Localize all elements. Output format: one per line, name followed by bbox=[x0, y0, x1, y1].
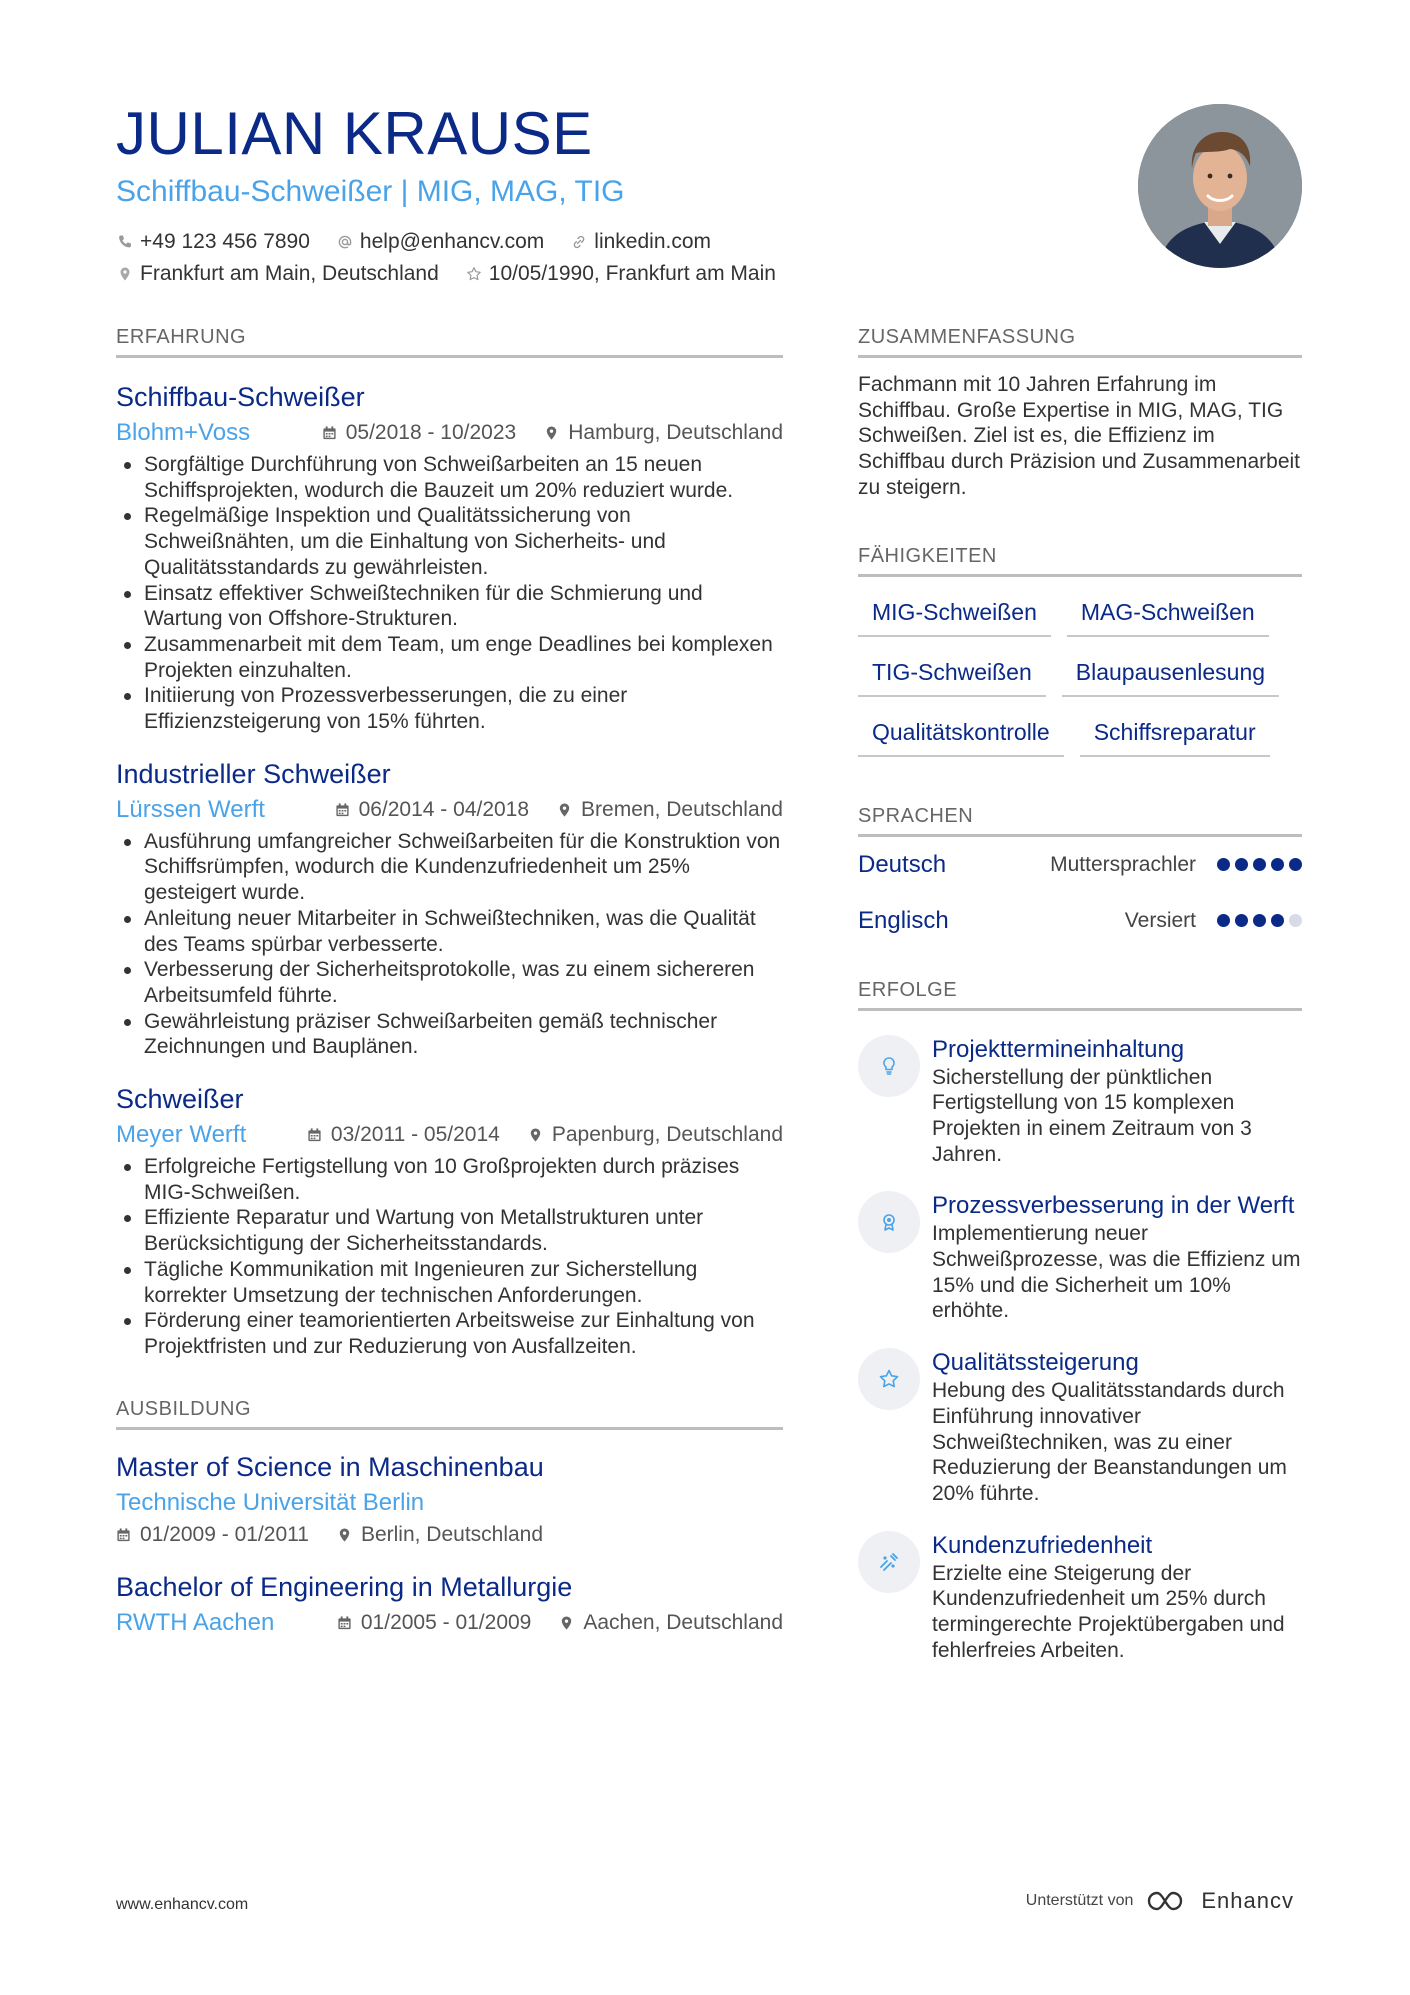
skills-section bbox=[858, 545, 1302, 771]
language-name: Deutsch bbox=[858, 850, 947, 878]
rating-dot-filled bbox=[1253, 858, 1266, 871]
job-location: Bremen, Deutschland bbox=[581, 797, 783, 821]
achievement-desc: Implementierung neuer Schweißprozesse, was die Effizienz um 15% und die Sicherheit um 10% erhöhte. bbox=[932, 1222, 1301, 1323]
education-section bbox=[116, 1398, 783, 1640]
candidate-name: JULIAN KRAUSE bbox=[116, 100, 593, 167]
job-bullets bbox=[116, 452, 783, 735]
summary-text: Fachmann mit 10 Jahren Erfahrung im Schiffbau. Große Expertise in MIG, MAG, TIG Schweißen. Ziel ist es, die Effizienz im Schiffbau durch Präzision und Zusammenarbeit zu steigern. bbox=[858, 373, 1301, 499]
header bbox=[116, 96, 1076, 290]
bullet-item: Initiierung von Prozessverbesserungen, die zu einer Effizienzsteigerung von 15% führten. bbox=[116, 683, 783, 734]
school-name: RWTH Aachen bbox=[116, 1608, 275, 1636]
contact-info bbox=[116, 226, 1076, 290]
skill-tag: MAG-Schweißen bbox=[1067, 591, 1269, 637]
powered-by-text: Unterstützt von bbox=[1025, 1892, 1134, 1909]
bullet-item: Förderung einer teamorientierten Arbeitsweise zur Einhaltung von Projektfristen und zur Reduzierung von Ausfallzeiten. bbox=[116, 1308, 783, 1359]
education-entry bbox=[116, 1570, 783, 1640]
bullet-item: Ausführung umfangreicher Schweißarbeiten für die Konstruktion von Schiffsrümpfen, wodurch die Kundenzufriedenheit um 25% gesteigert wurde. bbox=[116, 829, 783, 906]
job-dates: 03/2011 - 05/2014 bbox=[330, 1123, 500, 1147]
job-dates: 06/2014 - 04/2018 bbox=[358, 797, 530, 821]
language-rating bbox=[1212, 858, 1302, 871]
company-name: Blohm+Voss bbox=[116, 419, 251, 446]
location-pin-icon bbox=[337, 1526, 353, 1544]
achievement-item bbox=[858, 1348, 1302, 1507]
skill-tag: Schiffsreparatur bbox=[1080, 711, 1270, 757]
at-icon bbox=[336, 233, 354, 251]
education-entry bbox=[116, 1450, 783, 1550]
footer-website[interactable]: www.enhancv.com bbox=[116, 1896, 249, 1913]
calendar-icon bbox=[335, 801, 351, 819]
achievement-desc: Sicherstellung der pünktlichen Fertigstellung von 15 komplexen Projekten in einem Zeitraum von 3 Jahren. bbox=[932, 1065, 1252, 1166]
rating-dot-filled bbox=[1289, 858, 1302, 871]
achievement-desc: Erzielte eine Steigerung der Kundenzufriedenheit um 25% durch termingerechte Projektübergaben und fehlerfreies Arbeiten. bbox=[932, 1561, 1285, 1662]
achievement-title: Prozessverbesserung in der Werft bbox=[932, 1192, 1295, 1220]
school-name: Technische Universität Berlin bbox=[116, 1488, 425, 1516]
achievements-section bbox=[858, 979, 1302, 1664]
brand-name: Enhancv bbox=[1201, 1888, 1294, 1913]
degree-title: Bachelor of Engineering in Metallurgie bbox=[116, 1571, 573, 1602]
location-pin-icon bbox=[544, 424, 560, 442]
bullet-item: Einsatz effektiver Schweißtechniken für die Schmierung und Wartung von Offshore-Strukturen. bbox=[116, 581, 783, 632]
calendar-icon bbox=[116, 1526, 132, 1544]
language-level: Muttersprachler bbox=[1050, 852, 1196, 876]
edu-dates: 01/2005 - 01/2009 bbox=[360, 1610, 532, 1634]
edu-location: Aachen, Deutschland bbox=[583, 1610, 783, 1634]
link-icon bbox=[570, 233, 588, 251]
contact-location bbox=[116, 262, 439, 286]
right-column bbox=[858, 326, 1302, 1663]
left-column bbox=[116, 326, 783, 1640]
location-pin-icon bbox=[528, 1126, 544, 1144]
calendar-icon bbox=[322, 424, 338, 442]
achievement-item bbox=[858, 1035, 1302, 1168]
contact-email[interactable] bbox=[336, 230, 544, 254]
location-text: Frankfurt am Main, Deutschland bbox=[140, 262, 439, 285]
candidate-title: Schiffbau-Schweißer | MIG, MAG, TIG bbox=[116, 175, 625, 208]
bullet-item: Tägliche Kommunikation mit Ingenieuren zur Sicherstellung korrekter Umsetzung der technischen Anforderungen. bbox=[116, 1257, 783, 1308]
location-pin-icon bbox=[116, 265, 134, 283]
job-dates: 05/2018 - 10/2023 bbox=[345, 421, 517, 444]
achievement-item bbox=[858, 1531, 1302, 1664]
job-location: Papenburg, Deutschland bbox=[551, 1123, 783, 1147]
phone-text: +49 123 456 7890 bbox=[140, 230, 310, 253]
star-icon bbox=[465, 265, 483, 283]
phone-icon bbox=[116, 233, 134, 251]
language-name: Englisch bbox=[858, 906, 949, 934]
skill-tag: Blaupausenlesung bbox=[1062, 651, 1279, 697]
achievement-title: Qualitätssteigerung bbox=[932, 1349, 1139, 1377]
rating-dot-filled bbox=[1217, 858, 1230, 871]
rating-dot-filled bbox=[1235, 858, 1248, 871]
rating-dot-empty bbox=[1289, 914, 1302, 927]
job-entry bbox=[116, 1082, 783, 1360]
degree-title: Master of Science in Maschinenbau bbox=[116, 1451, 544, 1482]
achievements-heading: ERFOLGE bbox=[858, 979, 1302, 1011]
language-row bbox=[858, 893, 1302, 949]
calendar-icon bbox=[337, 1614, 353, 1632]
job-entry bbox=[116, 380, 783, 735]
job-location: Hamburg, Deutschland bbox=[568, 421, 783, 444]
job-title: Industrieller Schweißer bbox=[116, 758, 391, 789]
bullet-item: Effiziente Reparatur und Wartung von Metallstrukturen unter Berücksichtigung der Sicherheitsstandards. bbox=[116, 1205, 783, 1256]
job-entry bbox=[116, 757, 783, 1060]
achievement-item bbox=[858, 1191, 1302, 1324]
rating-dot-filled bbox=[1235, 914, 1248, 927]
rating-dot-filled bbox=[1271, 914, 1284, 927]
contact-birth bbox=[465, 262, 776, 286]
enhancv-logo-icon bbox=[1145, 1888, 1191, 1914]
job-bullets bbox=[116, 1154, 783, 1360]
lightbulb-icon bbox=[858, 1035, 920, 1097]
achievement-title: Kundenzufriedenheit bbox=[932, 1531, 1153, 1559]
bullet-item: Anleitung neuer Mitarbeiter in Schweißtechniken, was die Qualität des Teams spürbar verbesserte. bbox=[116, 906, 783, 957]
birth-text: 10/05/1990, Frankfurt am Main bbox=[488, 262, 776, 285]
bullet-item: Verbesserung der Sicherheitsprotokolle, was zu einem sichereren Arbeitsumfeld führte. bbox=[116, 957, 783, 1008]
calendar-icon bbox=[307, 1126, 323, 1144]
skill-tag: Qualitätskontrolle bbox=[858, 711, 1064, 757]
bullet-item: Regelmäßige Inspektion und Qualitätssicherung von Schweißnähten, um die Einhaltung von Sicherheits- und Qualitätsstandards zu gewährleisten. bbox=[116, 503, 783, 580]
experience-heading: ERFAHRUNG bbox=[116, 326, 783, 358]
bullet-item: Sorgfältige Durchführung von Schweißarbeiten an 15 neuen Schiffsprojekten, wodurch die Bauzeit um 20% reduziert wurde. bbox=[116, 452, 783, 503]
skills-heading: FÄHIGKEITEN bbox=[858, 545, 1302, 577]
location-pin-icon bbox=[559, 1614, 575, 1632]
rating-dot-filled bbox=[1217, 914, 1230, 927]
achievement-title: Projekttermineinhaltung bbox=[932, 1035, 1185, 1063]
rating-dot-filled bbox=[1271, 858, 1284, 871]
bullet-item: Zusammenarbeit mit dem Team, um enge Deadlines bei komplexen Projekten einzuhalten. bbox=[116, 632, 783, 683]
enhancv-logo[interactable] bbox=[1145, 1888, 1294, 1914]
bullet-item: Erfolgreiche Fertigstellung von 10 Großprojekten durch präzises MIG-Schweißen. bbox=[116, 1154, 783, 1205]
footer-branding bbox=[1026, 1888, 1294, 1914]
summary-heading: ZUSAMMENFASSUNG bbox=[858, 326, 1302, 358]
skill-tag: TIG-Schweißen bbox=[858, 651, 1046, 697]
language-rating bbox=[1212, 914, 1302, 927]
company-name: Meyer Werft bbox=[116, 1121, 247, 1149]
languages-heading: SPRACHEN bbox=[858, 805, 1302, 837]
job-bullets bbox=[116, 829, 783, 1060]
award-icon bbox=[858, 1191, 920, 1253]
contact-phone[interactable] bbox=[116, 230, 310, 254]
edu-location: Berlin, Deutschland bbox=[360, 1522, 544, 1546]
bullet-item: Gewährleistung präziser Schweißarbeiten gemäß technischer Zeichnungen und Bauplänen. bbox=[116, 1009, 783, 1060]
edu-dates: 01/2009 - 01/2011 bbox=[140, 1522, 309, 1546]
achievement-desc: Hebung des Qualitätsstandards durch Einführung innovativer Schweißtechniken, was zu einer Reduzierung der Beanstandungen um 20% führte. bbox=[932, 1379, 1287, 1505]
skill-tag: MIG-Schweißen bbox=[858, 591, 1051, 637]
location-pin-icon bbox=[557, 801, 573, 819]
linkedin-text: linkedin.com bbox=[594, 230, 712, 253]
contact-linkedin[interactable] bbox=[570, 230, 711, 254]
job-title: Schweißer bbox=[116, 1084, 244, 1115]
company-name: Lürssen Werft bbox=[116, 795, 265, 823]
education-heading: AUSBILDUNG bbox=[116, 1398, 783, 1430]
handshake-icon bbox=[858, 1531, 920, 1593]
email-text: help@enhancv.com bbox=[359, 230, 545, 253]
language-row bbox=[858, 837, 1302, 893]
rating-dot-filled bbox=[1253, 914, 1266, 927]
job-title: Schiffbau-Schweißer bbox=[116, 382, 365, 412]
language-level: Versiert bbox=[1124, 908, 1196, 932]
languages-section bbox=[858, 805, 1302, 949]
star-icon bbox=[858, 1348, 920, 1410]
profile-photo bbox=[1138, 104, 1302, 268]
